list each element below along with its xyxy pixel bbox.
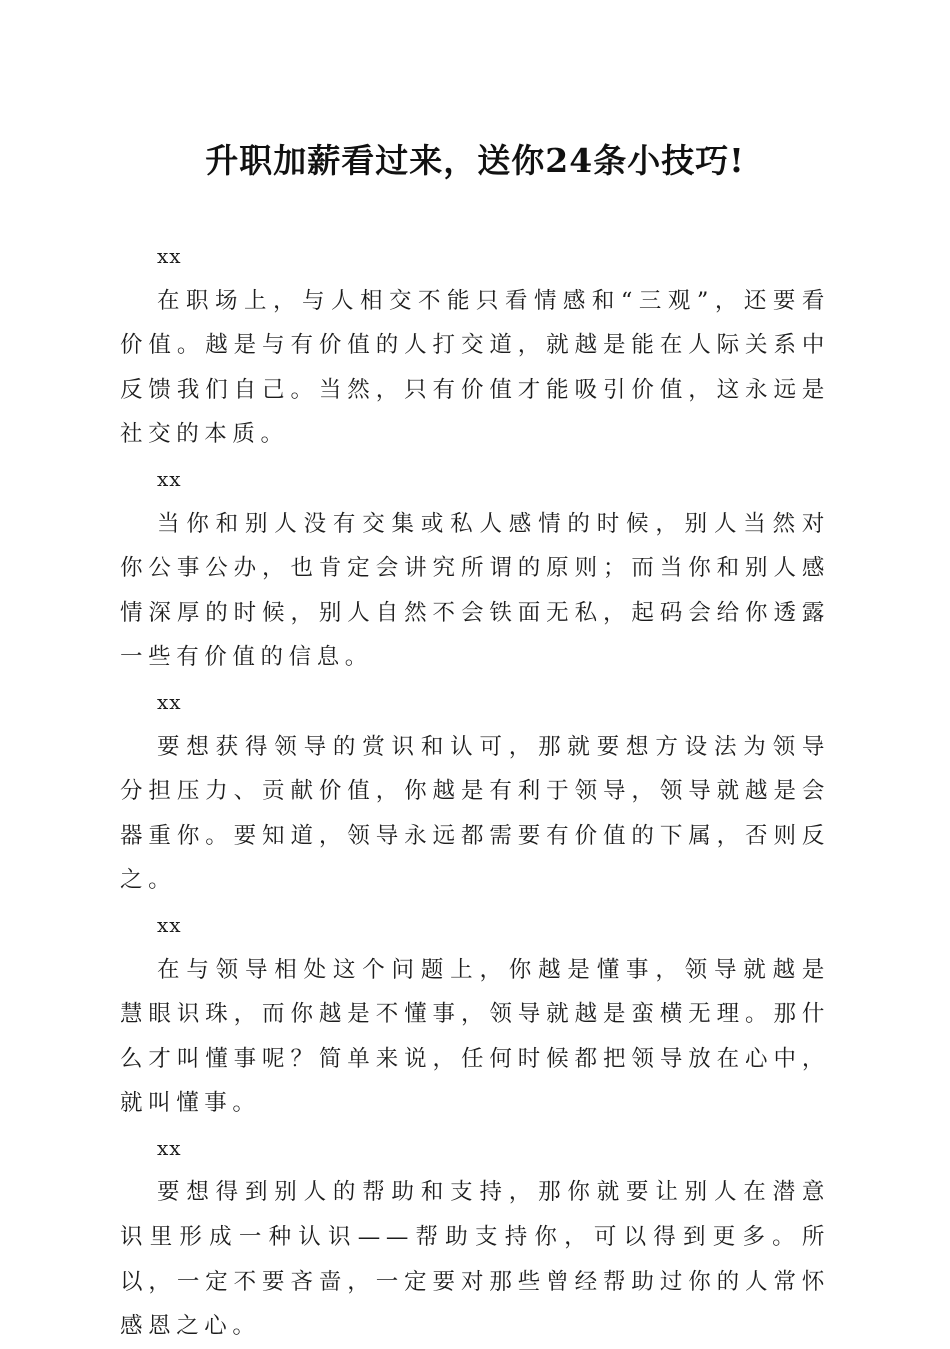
- section-paragraph: 在与领导相处这个问题上，你越是懂事，领导就越是慧眼识珠，而你越是不懂事，领导就越是蛮横无理。那什么才叫懂事呢？简单来说，任何时候都把领导放在心中，就叫懂事。: [120, 956, 830, 1117]
- section-marker: xx: [157, 689, 182, 714]
- section-marker: xx: [157, 1135, 182, 1160]
- document-title: 升职加薪看过来，送你24条小技巧!: [205, 141, 745, 180]
- section-paragraph: 当你和别人没有交集或私人感情的时候，别人当然对你公事公办，也肯定会讲究所谓的原则；而当你和别人感情深厚的时候，别人自然不会铁面无私，起码会给你透露一些有价值的信息。: [120, 510, 830, 671]
- section-marker: xx: [157, 244, 182, 268]
- section-marker: xx: [157, 466, 182, 491]
- section-paragraph: 要想得到别人的帮助和支持，那你就要让别人在潜意识里形成一种认识——帮助支持你，可以得到更多。所以，一定不要吝啬，一定要对那些曾经帮助过你的人常怀感恩之心。: [120, 1179, 830, 1340]
- document-body: [120, 234, 830, 1349]
- section-marker: xx: [157, 912, 182, 937]
- section-paragraph: 在职场上，与人相交不能只看情感和“三观”，还要看价值。越是与有价值的人打交道，就越是能在人际关系中反馈我们自己。当然，只有价值才能吸引价值，这永远是社交的本质。: [120, 287, 830, 448]
- section-paragraph: 要想获得领导的赏识和认可，那就要想方设法为领导分担压力、贡献价值，你越是有利于领导，领导就越是会器重你。要知道，领导永远都需要有价值的下属，否则反之。: [120, 733, 830, 894]
